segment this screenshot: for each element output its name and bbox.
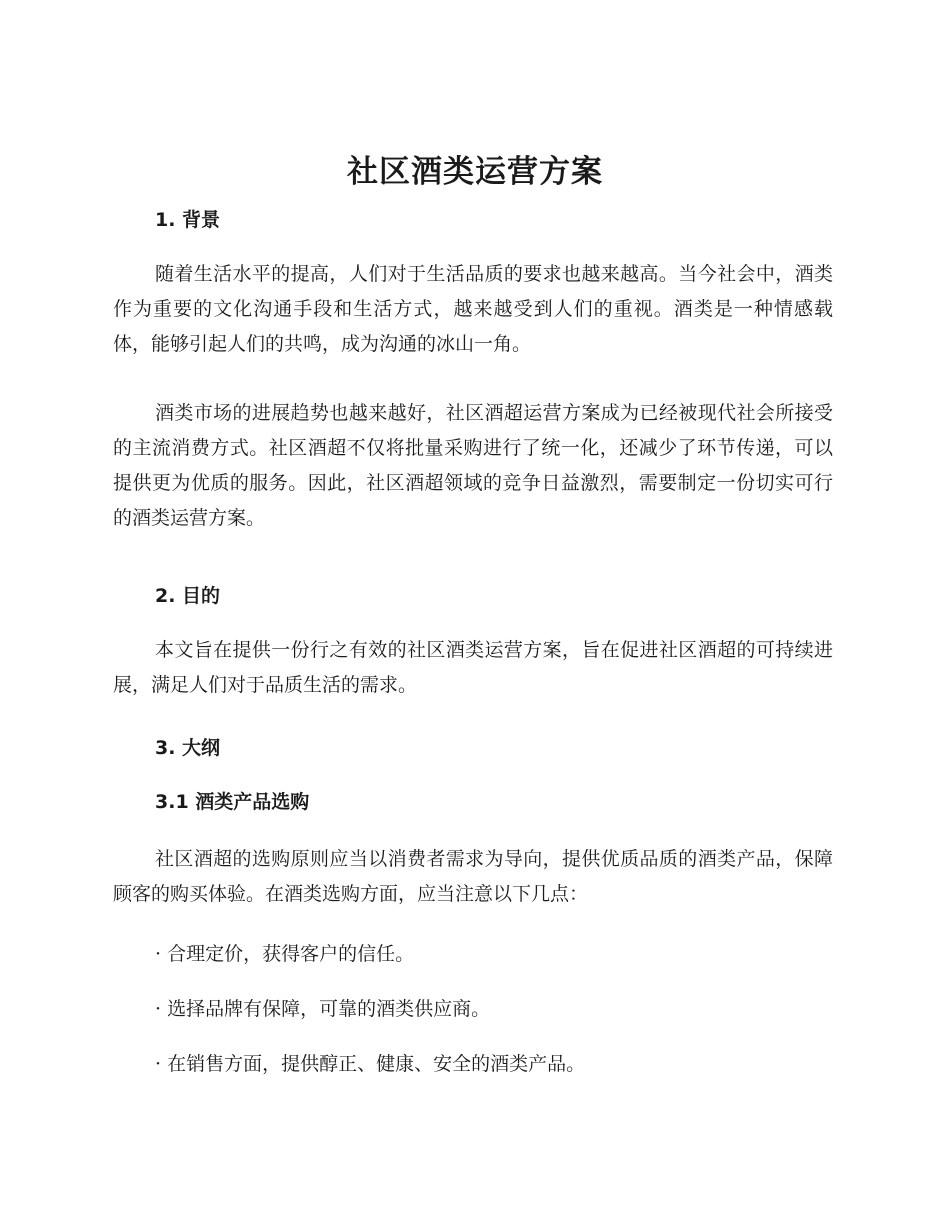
section-heading-background: 1. 背景	[155, 209, 221, 231]
document-title: 社区酒类运营方案	[347, 154, 603, 190]
paragraph-purpose-1: 本文旨在提供一份行之有效的社区酒类运营方案，旨在促进社区酒超的可持续进展，满足人们对于品质生活的需求。	[113, 639, 833, 696]
section-heading-purpose: 2. 目的	[155, 585, 221, 607]
paragraph-background-1: 随着生活水平的提高，人们对于生活品质的要求也越来越高。当今社会中，酒类作为重要的文化沟通手段和生活方式，越来越受到人们的重视。酒类是一种情感载体，能够引起人们的共鸣，成为沟通的冰山一角。	[113, 263, 833, 355]
subsection-heading-product-selection: 3.1 酒类产品选购	[155, 791, 310, 813]
section-heading-outline: 3. 大纲	[155, 737, 221, 759]
paragraph-background-2: 酒类市场的进展趋势也越来越好，社区酒超运营方案成为已经被现代社会所接受的主流消费方式。社区酒超不仅将批量采购进行了统一化，还减少了环节传递，可以提供更为优质的服务。因此，社区酒超领域的竞争日益激烈，需要制定一份切实可行的酒类运营方案。	[113, 402, 833, 529]
paragraph-outline-1: 社区酒超的选购原则应当以消费者需求为导向，提供优质品质的酒类产品，保障顾客的购买体验。在酒类选购方面，应当注意以下几点：	[113, 848, 833, 905]
bullet-item: · 在销售方面，提供醇正、健康、安全的酒类产品。	[155, 1053, 586, 1075]
bullet-item: · 选择品牌有保障，可靠的酒类供应商。	[155, 998, 491, 1020]
bullet-item: · 合理定价，获得客户的信任。	[155, 943, 415, 965]
